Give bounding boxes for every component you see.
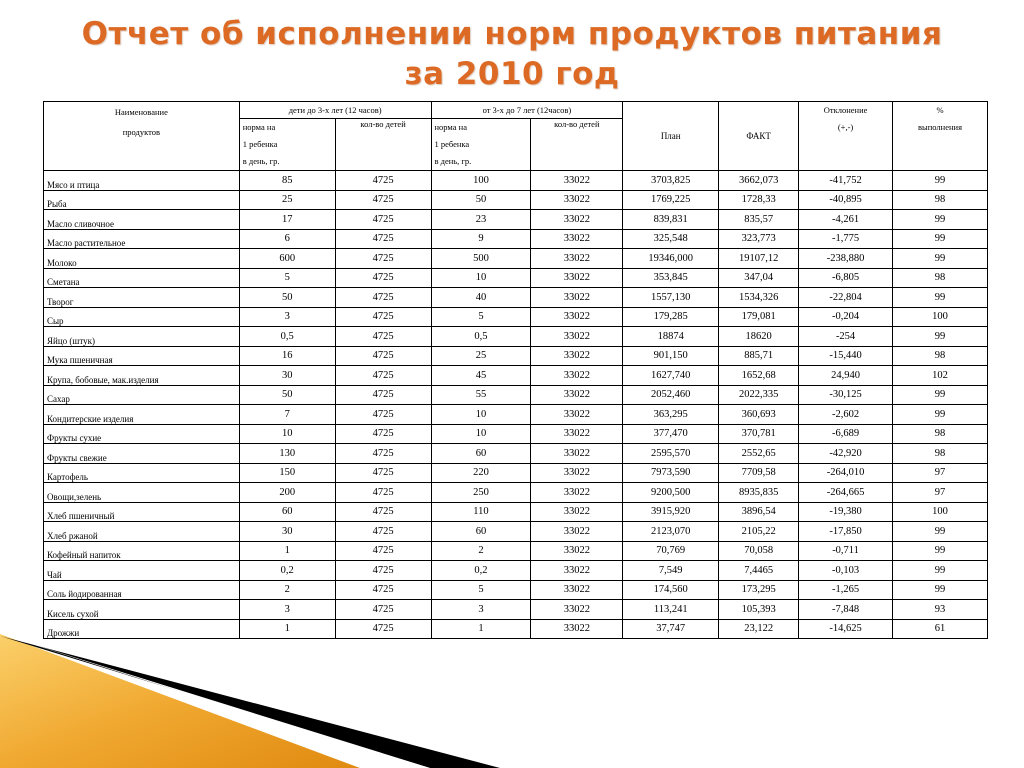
header-norm-line2: 1 ребенка	[242, 139, 278, 149]
header-group-3-to-7: от 3-х до 7 лет (12часов)	[431, 102, 623, 119]
count-3-to-7-cell: 33022	[531, 502, 623, 522]
percent-cell: 99	[893, 405, 988, 425]
norm-under-3-cell: 17	[239, 210, 335, 230]
table-row	[44, 405, 988, 425]
norm-under-3-cell: 30	[239, 522, 335, 542]
plan-cell: 3915,920	[623, 502, 719, 522]
norm-3-to-7-cell: 60	[431, 444, 531, 464]
norm-3-to-7-cell: 1	[431, 619, 531, 639]
norm-under-3-cell: 5	[239, 268, 335, 288]
count-3-to-7-cell: 33022	[531, 190, 623, 210]
fact-cell: 70,058	[719, 541, 799, 561]
fact-cell: 2552,65	[719, 444, 799, 464]
percent-cell: 99	[893, 171, 988, 191]
norm-3-to-7-cell: 5	[431, 307, 531, 327]
count-3-to-7-cell: 33022	[531, 171, 623, 191]
header-name-line2: продуктов	[122, 127, 160, 137]
percent-cell: 99	[893, 288, 988, 308]
count-3-to-7-cell: 33022	[531, 619, 623, 639]
percent-cell: 97	[893, 483, 988, 503]
percent-cell: 97	[893, 463, 988, 483]
norm-3-to-7-cell: 45	[431, 366, 531, 386]
norms-report-table	[43, 101, 988, 639]
count-3-to-7-cell: 33022	[531, 249, 623, 269]
title-line-1: Отчет об исполнении норм продуктов питания	[81, 16, 943, 52]
count-3-to-7-cell: 33022	[531, 483, 623, 503]
deviation-cell: -42,920	[799, 444, 893, 464]
count-under-3-cell: 4725	[335, 541, 431, 561]
header-percent-line1: %	[936, 105, 944, 115]
norm-3-to-7-cell: 110	[431, 502, 531, 522]
count-3-to-7-cell: 33022	[531, 307, 623, 327]
norm-under-3-cell: 2	[239, 580, 335, 600]
norm-under-3-cell: 7	[239, 405, 335, 425]
count-3-to-7-cell: 33022	[531, 385, 623, 405]
percent-cell: 98	[893, 268, 988, 288]
deviation-cell: -0,204	[799, 307, 893, 327]
plan-cell: 19346,000	[623, 249, 719, 269]
deviation-cell: -6,805	[799, 268, 893, 288]
deviation-cell: -1,775	[799, 229, 893, 249]
plan-cell: 1627,740	[623, 366, 719, 386]
header-plan: План	[623, 102, 719, 171]
count-under-3-cell: 4725	[335, 190, 431, 210]
plan-cell: 113,241	[623, 600, 719, 620]
fact-cell: 360,693	[719, 405, 799, 425]
fact-cell: 23,122	[719, 619, 799, 639]
norm-under-3-cell: 150	[239, 463, 335, 483]
product-name-cell: Соль йодированная	[44, 580, 240, 600]
header-norm-line2: 1 ребенка	[434, 139, 470, 149]
header-norm-line1: норма на	[434, 122, 467, 132]
plan-cell: 70,769	[623, 541, 719, 561]
table-row	[44, 346, 988, 366]
count-under-3-cell: 4725	[335, 522, 431, 542]
header-count-under-3: кол-во детей	[335, 119, 431, 171]
norm-3-to-7-cell: 25	[431, 346, 531, 366]
fact-cell: 18620	[719, 327, 799, 347]
plan-cell: 3703,825	[623, 171, 719, 191]
header-deviation	[799, 102, 893, 171]
table-header	[44, 102, 988, 171]
deviation-cell: -1,265	[799, 580, 893, 600]
deviation-cell: -30,125	[799, 385, 893, 405]
count-under-3-cell: 4725	[335, 502, 431, 522]
deviation-cell: -6,689	[799, 424, 893, 444]
plan-cell: 18874	[623, 327, 719, 347]
norm-3-to-7-cell: 220	[431, 463, 531, 483]
header-name-line1: Наименование	[114, 107, 168, 117]
deviation-cell: -254	[799, 327, 893, 347]
plan-cell: 9200,500	[623, 483, 719, 503]
count-under-3-cell: 4725	[335, 307, 431, 327]
plan-cell: 325,548	[623, 229, 719, 249]
product-name-cell: Овощи,зелень	[44, 483, 240, 503]
count-under-3-cell: 4725	[335, 327, 431, 347]
plan-cell: 2123,070	[623, 522, 719, 542]
table-row	[44, 190, 988, 210]
norm-3-to-7-cell: 10	[431, 424, 531, 444]
product-name-cell: Сметана	[44, 268, 240, 288]
percent-cell: 61	[893, 619, 988, 639]
product-name-cell: Мясо и птица	[44, 171, 240, 191]
count-under-3-cell: 4725	[335, 210, 431, 230]
norm-3-to-7-cell: 50	[431, 190, 531, 210]
product-name-cell: Дрожжи	[44, 619, 240, 639]
norm-under-3-cell: 1	[239, 541, 335, 561]
norm-3-to-7-cell: 9	[431, 229, 531, 249]
product-name-cell: Фрукты сухие	[44, 424, 240, 444]
count-3-to-7-cell: 33022	[531, 229, 623, 249]
deviation-cell: -4,261	[799, 210, 893, 230]
product-name-cell: Мука пшеничная	[44, 346, 240, 366]
count-under-3-cell: 4725	[335, 229, 431, 249]
deviation-cell: -22,804	[799, 288, 893, 308]
percent-cell: 102	[893, 366, 988, 386]
table-row	[44, 327, 988, 347]
fact-cell: 105,393	[719, 600, 799, 620]
norm-3-to-7-cell: 5	[431, 580, 531, 600]
plan-cell: 2052,460	[623, 385, 719, 405]
table-row	[44, 580, 988, 600]
deviation-cell: -15,440	[799, 346, 893, 366]
header-norm-line3: в день, гр.	[434, 156, 472, 166]
table-row	[44, 171, 988, 191]
table-row	[44, 444, 988, 464]
fact-cell: 323,773	[719, 229, 799, 249]
norm-3-to-7-cell: 0,5	[431, 327, 531, 347]
norm-under-3-cell: 130	[239, 444, 335, 464]
fact-cell: 885,71	[719, 346, 799, 366]
product-name-cell: Хлеб пшеничный	[44, 502, 240, 522]
plan-cell: 179,285	[623, 307, 719, 327]
norm-under-3-cell: 0,5	[239, 327, 335, 347]
count-under-3-cell: 4725	[335, 249, 431, 269]
count-3-to-7-cell: 33022	[531, 346, 623, 366]
fact-cell: 2022,335	[719, 385, 799, 405]
table-row	[44, 229, 988, 249]
norm-under-3-cell: 0,2	[239, 561, 335, 581]
norm-3-to-7-cell: 40	[431, 288, 531, 308]
norm-under-3-cell: 200	[239, 483, 335, 503]
norm-under-3-cell: 10	[239, 424, 335, 444]
norm-3-to-7-cell: 250	[431, 483, 531, 503]
norm-under-3-cell: 60	[239, 502, 335, 522]
deviation-cell: -41,752	[799, 171, 893, 191]
norm-3-to-7-cell: 3	[431, 600, 531, 620]
norm-under-3-cell: 30	[239, 366, 335, 386]
norm-under-3-cell: 1	[239, 619, 335, 639]
count-under-3-cell: 4725	[335, 405, 431, 425]
percent-cell: 99	[893, 541, 988, 561]
deviation-cell: 24,940	[799, 366, 893, 386]
norm-under-3-cell: 3	[239, 307, 335, 327]
table-row	[44, 541, 988, 561]
norm-under-3-cell: 25	[239, 190, 335, 210]
count-3-to-7-cell: 33022	[531, 561, 623, 581]
percent-cell: 99	[893, 210, 988, 230]
percent-cell: 99	[893, 522, 988, 542]
fact-cell: 835,57	[719, 210, 799, 230]
table-row	[44, 249, 988, 269]
table-row	[44, 522, 988, 542]
percent-cell: 98	[893, 346, 988, 366]
norm-3-to-7-cell: 10	[431, 405, 531, 425]
table-row	[44, 600, 988, 620]
fact-cell: 179,081	[719, 307, 799, 327]
count-3-to-7-cell: 33022	[531, 327, 623, 347]
norm-under-3-cell: 6	[239, 229, 335, 249]
percent-cell: 99	[893, 561, 988, 581]
plan-cell: 7,549	[623, 561, 719, 581]
plan-cell: 353,845	[623, 268, 719, 288]
product-name-cell: Крупа, бобовые, мак.изделия	[44, 366, 240, 386]
count-under-3-cell: 4725	[335, 288, 431, 308]
percent-cell: 100	[893, 307, 988, 327]
fact-cell: 8935,835	[719, 483, 799, 503]
header-norm-under-3	[239, 119, 335, 171]
count-under-3-cell: 4725	[335, 619, 431, 639]
norm-3-to-7-cell: 0,2	[431, 561, 531, 581]
table-row	[44, 366, 988, 386]
deviation-cell: -264,665	[799, 483, 893, 503]
fact-cell: 1534,326	[719, 288, 799, 308]
table-row	[44, 210, 988, 230]
percent-cell: 99	[893, 229, 988, 249]
count-3-to-7-cell: 33022	[531, 366, 623, 386]
product-name-cell: Яйцо (штук)	[44, 327, 240, 347]
percent-cell: 93	[893, 600, 988, 620]
count-under-3-cell: 4725	[335, 561, 431, 581]
fact-cell: 347,04	[719, 268, 799, 288]
norm-under-3-cell: 50	[239, 385, 335, 405]
norm-3-to-7-cell: 100	[431, 171, 531, 191]
deviation-cell: -2,602	[799, 405, 893, 425]
count-under-3-cell: 4725	[335, 580, 431, 600]
product-name-cell: Хлеб ржаной	[44, 522, 240, 542]
table-row	[44, 268, 988, 288]
count-3-to-7-cell: 33022	[531, 405, 623, 425]
percent-cell: 99	[893, 327, 988, 347]
table-row	[44, 288, 988, 308]
count-under-3-cell: 4725	[335, 268, 431, 288]
table-row	[44, 307, 988, 327]
plan-cell: 174,560	[623, 580, 719, 600]
product-name-cell: Рыба	[44, 190, 240, 210]
fact-cell: 2105,22	[719, 522, 799, 542]
norm-3-to-7-cell: 55	[431, 385, 531, 405]
deviation-cell: -40,895	[799, 190, 893, 210]
count-3-to-7-cell: 33022	[531, 424, 623, 444]
count-under-3-cell: 4725	[335, 424, 431, 444]
header-deviation-line1: Отклонение	[823, 105, 868, 115]
deviation-cell: -7,848	[799, 600, 893, 620]
count-under-3-cell: 4725	[335, 463, 431, 483]
header-norm-line1: норма на	[242, 122, 276, 132]
deviation-cell: -14,625	[799, 619, 893, 639]
fact-cell: 3662,073	[719, 171, 799, 191]
count-under-3-cell: 4725	[335, 346, 431, 366]
header-group-under-3: дети до 3-х лет (12 часов)	[239, 102, 431, 119]
deviation-cell: -19,380	[799, 502, 893, 522]
fact-cell: 173,295	[719, 580, 799, 600]
count-3-to-7-cell: 33022	[531, 580, 623, 600]
table-row	[44, 483, 988, 503]
norm-3-to-7-cell: 2	[431, 541, 531, 561]
header-count-3-to-7: кол-во детей	[531, 119, 623, 171]
header-product-name	[44, 102, 240, 171]
table-row	[44, 463, 988, 483]
ribbon-gold-band	[0, 634, 360, 768]
deviation-cell: -0,711	[799, 541, 893, 561]
norm-3-to-7-cell: 500	[431, 249, 531, 269]
percent-cell: 99	[893, 249, 988, 269]
table-body	[44, 171, 988, 639]
count-3-to-7-cell: 33022	[531, 288, 623, 308]
product-name-cell: Кисель сухой	[44, 600, 240, 620]
header-percent	[893, 102, 988, 171]
count-under-3-cell: 4725	[335, 366, 431, 386]
percent-cell: 99	[893, 385, 988, 405]
count-3-to-7-cell: 33022	[531, 268, 623, 288]
table-row	[44, 424, 988, 444]
fact-cell: 19107,12	[719, 249, 799, 269]
fact-cell: 7709,58	[719, 463, 799, 483]
deviation-cell: -238,880	[799, 249, 893, 269]
percent-cell: 98	[893, 190, 988, 210]
product-name-cell: Масло растительное	[44, 229, 240, 249]
plan-cell: 2595,570	[623, 444, 719, 464]
percent-cell: 100	[893, 502, 988, 522]
product-name-cell: Кофейный напиток	[44, 541, 240, 561]
count-under-3-cell: 4725	[335, 385, 431, 405]
count-under-3-cell: 4725	[335, 600, 431, 620]
product-name-cell: Сыр	[44, 307, 240, 327]
fact-cell: 370,781	[719, 424, 799, 444]
norm-under-3-cell: 50	[239, 288, 335, 308]
header-deviation-line2: (+,-)	[837, 122, 854, 132]
norm-under-3-cell: 600	[239, 249, 335, 269]
table-row	[44, 385, 988, 405]
count-under-3-cell: 4725	[335, 444, 431, 464]
header-norm-line3: в день, гр.	[242, 156, 280, 166]
product-name-cell: Чай	[44, 561, 240, 581]
norm-3-to-7-cell: 23	[431, 210, 531, 230]
percent-cell: 99	[893, 580, 988, 600]
product-name-cell: Сахар	[44, 385, 240, 405]
product-name-cell: Масло сливочное	[44, 210, 240, 230]
count-3-to-7-cell: 33022	[531, 210, 623, 230]
count-3-to-7-cell: 33022	[531, 444, 623, 464]
norm-3-to-7-cell: 60	[431, 522, 531, 542]
count-3-to-7-cell: 33022	[531, 600, 623, 620]
table-row	[44, 502, 988, 522]
norm-under-3-cell: 3	[239, 600, 335, 620]
percent-cell: 98	[893, 424, 988, 444]
fact-cell: 3896,54	[719, 502, 799, 522]
fact-cell: 1728,33	[719, 190, 799, 210]
plan-cell: 1769,225	[623, 190, 719, 210]
count-3-to-7-cell: 33022	[531, 541, 623, 561]
plan-cell: 1557,130	[623, 288, 719, 308]
header-percent-line2: выполнения	[918, 122, 962, 132]
deviation-cell: -17,850	[799, 522, 893, 542]
percent-cell: 98	[893, 444, 988, 464]
plan-cell: 901,150	[623, 346, 719, 366]
table-row	[44, 561, 988, 581]
norm-under-3-cell: 85	[239, 171, 335, 191]
count-under-3-cell: 4725	[335, 171, 431, 191]
header-fact: ФАКТ	[719, 102, 799, 171]
header-norm-3-to-7	[431, 119, 531, 171]
plan-cell: 363,295	[623, 405, 719, 425]
product-name-cell: Картофель	[44, 463, 240, 483]
fact-cell: 1652,68	[719, 366, 799, 386]
count-3-to-7-cell: 33022	[531, 463, 623, 483]
product-name-cell: Фрукты свежие	[44, 444, 240, 464]
plan-cell: 377,470	[623, 424, 719, 444]
title-line-2: за 2010 год	[404, 56, 620, 92]
deviation-cell: -0,103	[799, 561, 893, 581]
norm-under-3-cell: 16	[239, 346, 335, 366]
decorative-ribbon	[0, 628, 1024, 768]
product-name-cell: Творог	[44, 288, 240, 308]
count-3-to-7-cell: 33022	[531, 522, 623, 542]
fact-cell: 7,4465	[719, 561, 799, 581]
plan-cell: 7973,590	[623, 463, 719, 483]
count-under-3-cell: 4725	[335, 483, 431, 503]
plan-cell: 37,747	[623, 619, 719, 639]
page-title	[0, 14, 1024, 94]
deviation-cell: -264,010	[799, 463, 893, 483]
norm-3-to-7-cell: 10	[431, 268, 531, 288]
product-name-cell: Молоко	[44, 249, 240, 269]
plan-cell: 839,831	[623, 210, 719, 230]
product-name-cell: Кондитерские изделия	[44, 405, 240, 425]
